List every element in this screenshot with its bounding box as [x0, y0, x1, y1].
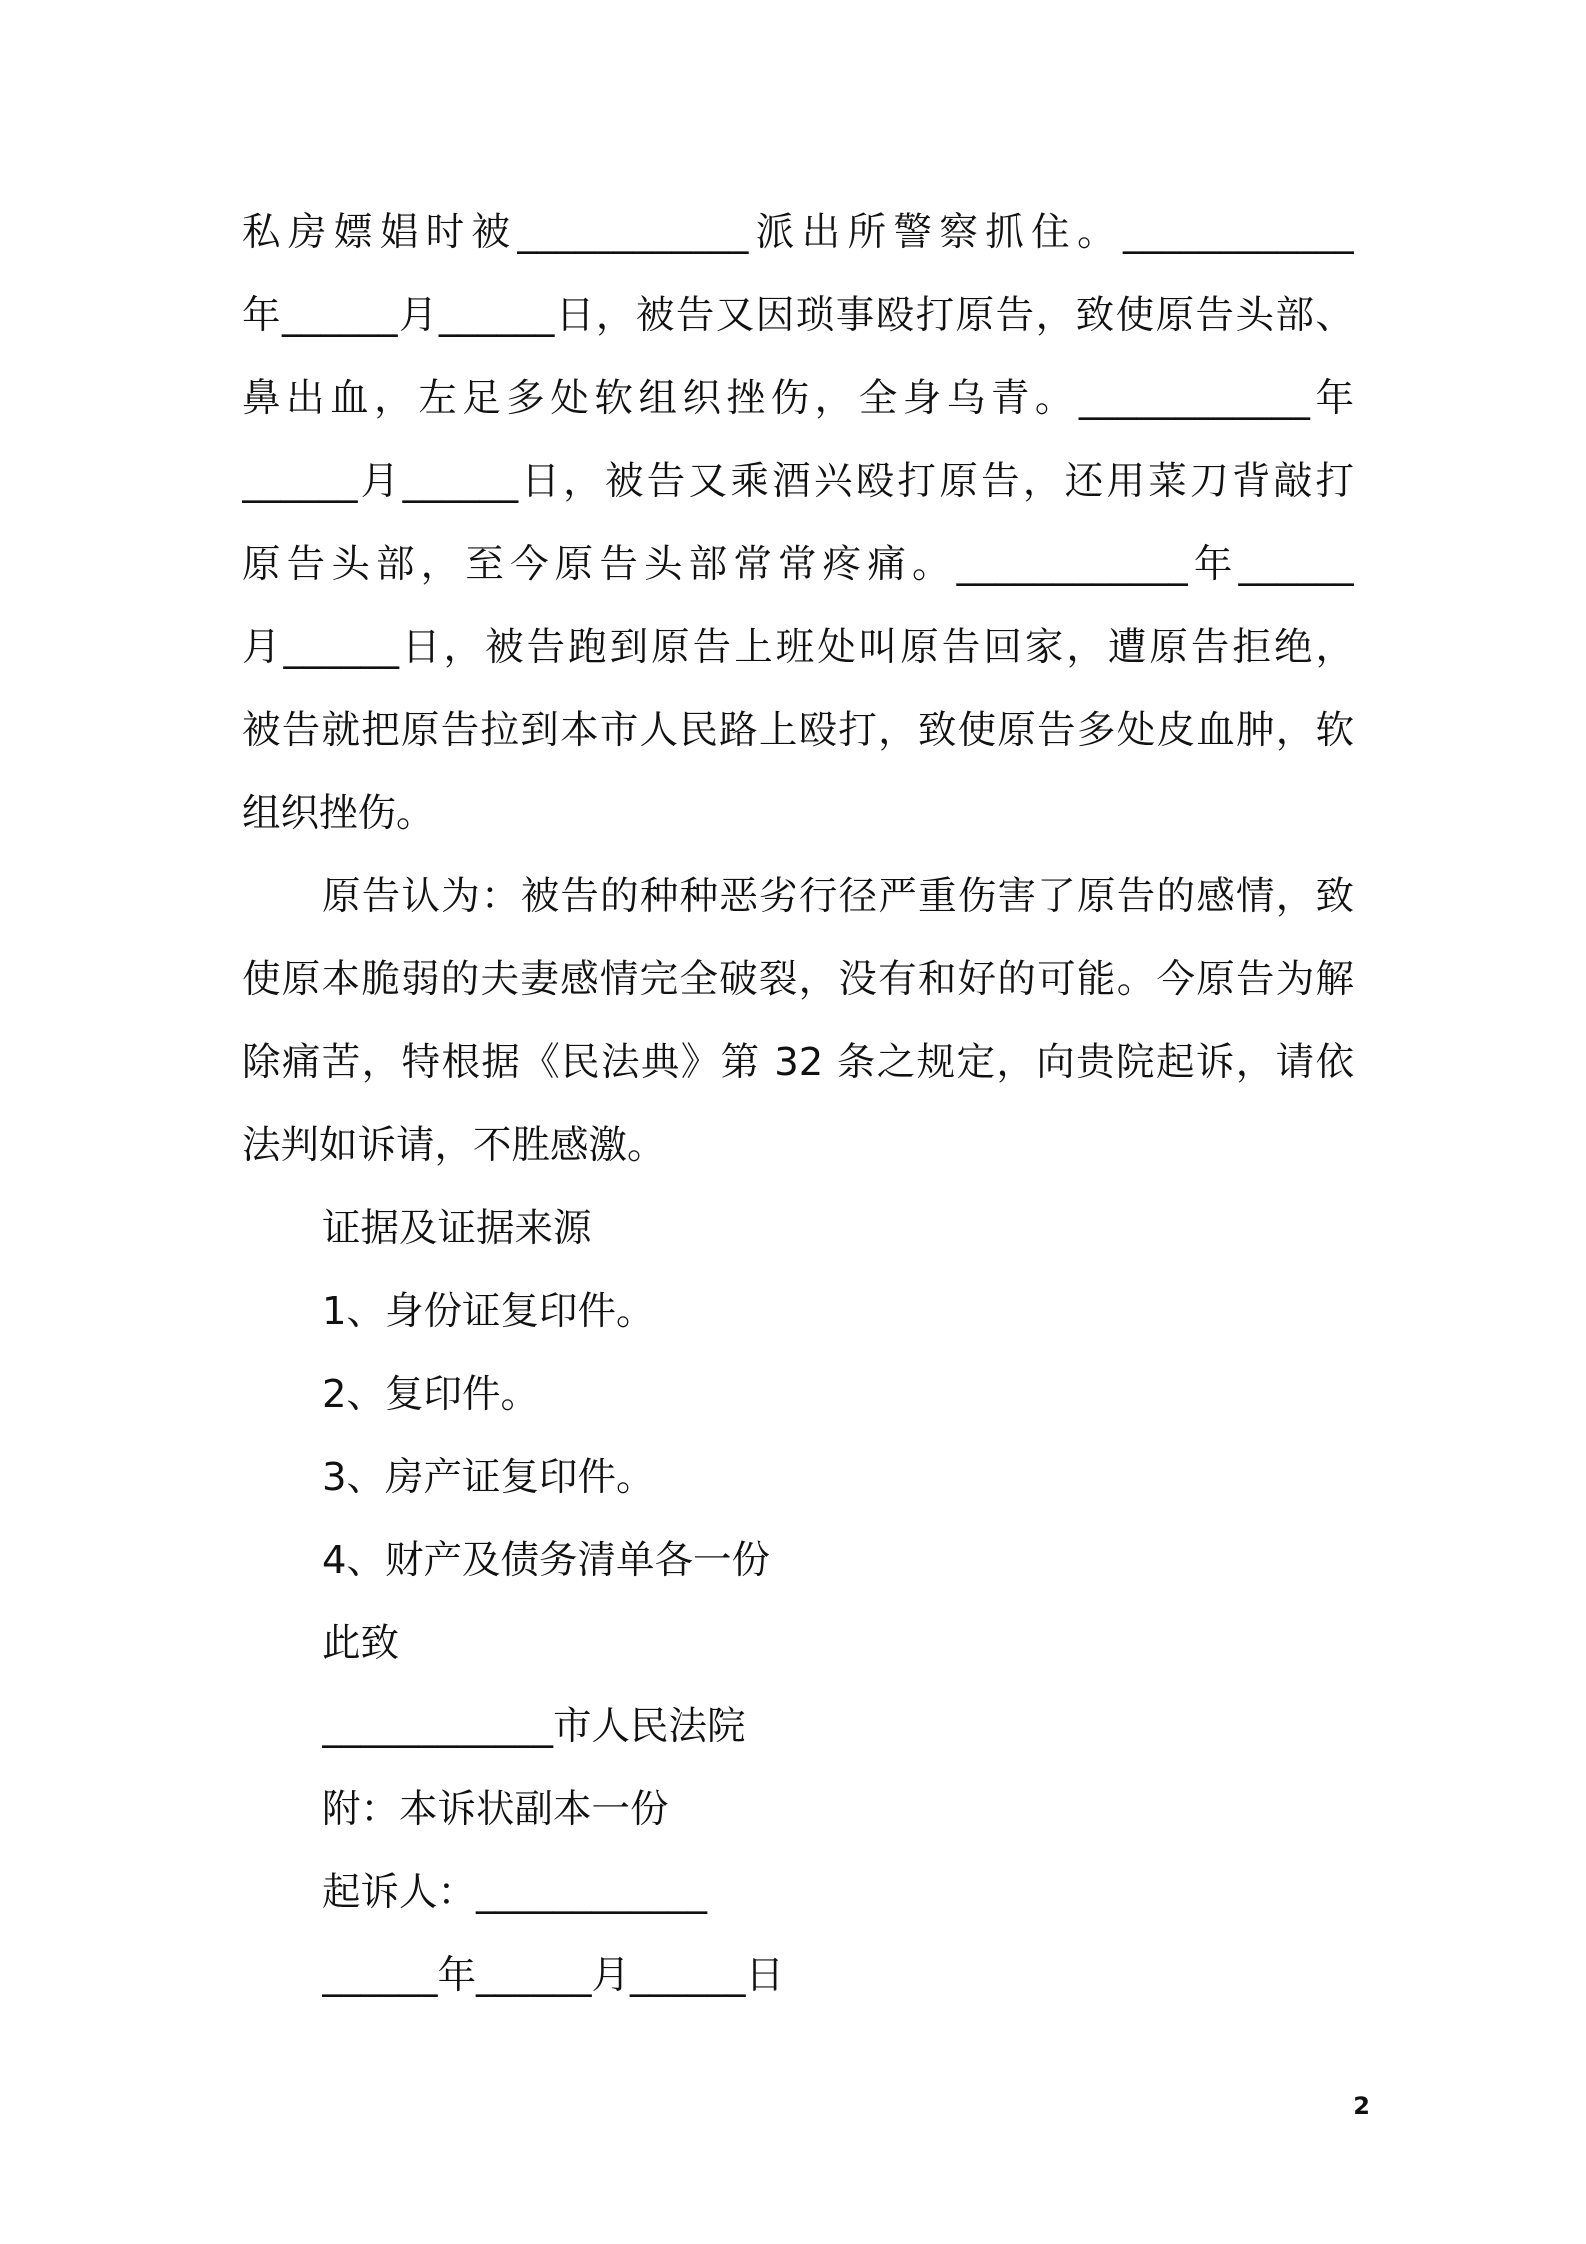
evidence-item-2: 2、复印件。 [322, 1372, 539, 1417]
attachment-note: 附：本诉状副本一份 [322, 1787, 669, 1832]
page-number: 2 [1353, 2092, 1370, 2120]
opinion-line-2: 使原本脆弱的夫妻感情完全破裂，没有和好的可能。今原告为解 [242, 957, 1354, 1002]
evidence-item-4: 4、财产及债务清单各一份 [322, 1538, 770, 1583]
body-line-7: 被告就把原告拉到本市人民路上殴打，致使原告多处皮血肿，软 [242, 708, 1354, 753]
body-line-8: 组织挫伤。 [242, 791, 435, 836]
body-line-2: 年______月______日，被告又因琐事殴打原告，致使原告头部、 [242, 293, 1354, 338]
body-line-4: ______月______日，被告又乘酒兴殴打原告，还用菜刀背敲打 [242, 459, 1354, 504]
opinion-line-4: 法判如诉请，不胜感激。 [242, 1123, 666, 1168]
body-line-6: 月______日，被告跑到原告上班处叫原告回家，遭原告拒绝， [242, 625, 1354, 670]
body-line-3: 鼻出血，左足多处软组织挫伤，全身乌青。____________年 [242, 376, 1354, 421]
body-line-5: 原告头部，至今原告头部常常疼痛。____________年______ [242, 542, 1354, 587]
opinion-line-1: 原告认为：被告的种种恶劣行径严重伤害了原告的感情，致 [322, 874, 1354, 919]
closing-salutation: 此致 [322, 1621, 400, 1666]
filing-date: ______年______月______日 [322, 1953, 785, 1998]
plaintiff-signature: 起诉人：____________ [322, 1870, 708, 1915]
evidence-item-3: 3、房产证复印件。 [322, 1455, 655, 1500]
body-line-1: 私房嫖娼时被____________派出所警察抓住。____________ [242, 210, 1354, 255]
court-name: ____________市人民法院 [322, 1704, 746, 1749]
evidence-heading: 证据及证据来源 [322, 1206, 592, 1251]
evidence-item-1: 1、身份证复印件。 [322, 1289, 655, 1334]
opinion-line-3: 除痛苦，特根据《民法典》第 32 条之规定，向贵院起诉，请依 [242, 1040, 1354, 1085]
